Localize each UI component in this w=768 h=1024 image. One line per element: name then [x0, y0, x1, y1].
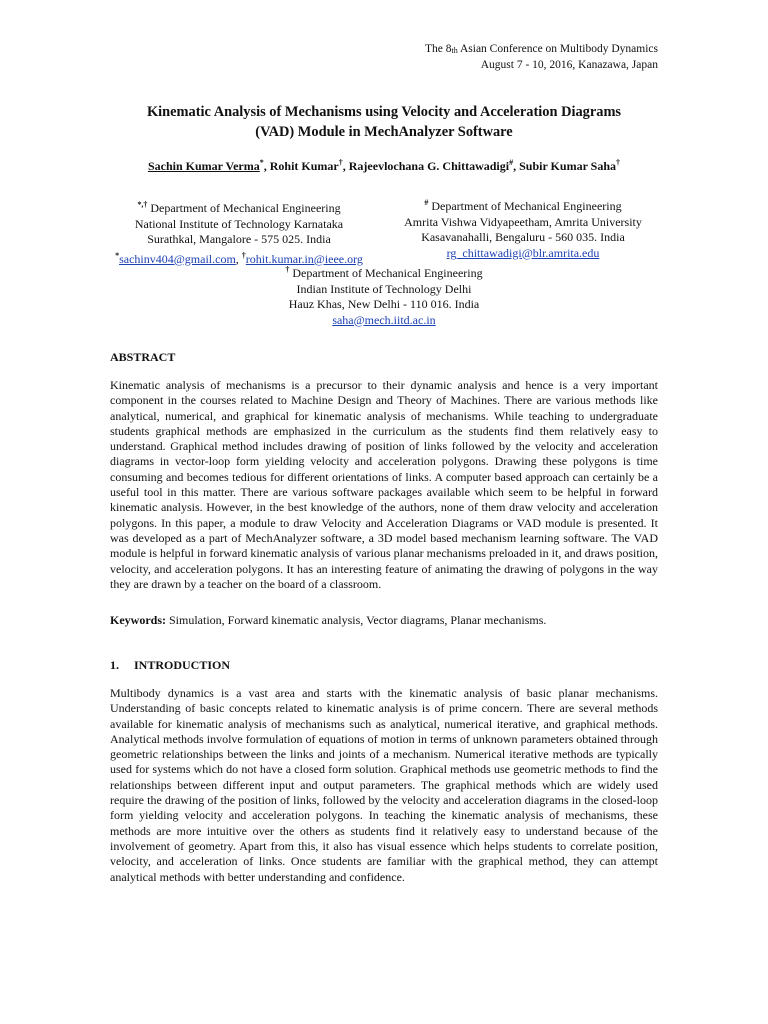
keywords: Keywords: Simulation, Forward kinematic analysis, Vector diagrams, Planar mechanisms. [110, 613, 547, 627]
author-name: Rajeevlochana G. Chittawadigi [348, 159, 510, 173]
paper-title: Kinematic Analysis of Mechanisms using Velocity and Acceleration Diagrams (VAD) Module in MechAnalyzer Software [146, 104, 622, 140]
affiliation-iitd: † Department of Mechanical Engineering Indian Institute of Technology Delhi Hauz Khas, New Delhi - 110 016. India saha@mech.iitd.ac.in [285, 265, 483, 327]
conference-header [425, 42, 658, 73]
author-name: Subir Kumar Saha [519, 159, 617, 173]
email-link[interactable]: rg_chittawadigi@blr.amrita.edu [446, 245, 600, 260]
conference-name: The $8_{th}$ Asian Conference on Multibody Dynamics [424, 43, 658, 55]
abstract-text: Kinematic analysis of mechanisms is a precursor to their dynamic analysis and hence is a very important component in the courses related to Machine Design and Theory of Machines. There are various methods like analytical, numerical, and graphical for kinematic analysis of mechanisms. While teaching to undergraduate students graphical methods are emphasized in the curriculum as the students find them relatively easy to understand. Graphical method includes drawing of position of links followed by the velocity and acceleration diagrams in vector-loop form yielding velocity and acceleration polygons. Drawing these polygons is time consuming and becomes tedious for different orientations of links. A computer based approach can certainly be a useful tool in this matter. There are various software packages available which seem to be helpful in forward kinematic analysis. However, in the best knowledge of the authors, none of them draw velocity and acceleration polygons. In this paper, a module to draw Velocity and Acceleration Diagrams or VAD module is presented. It was developed as a part of MechAnalyzer software, a 3D model based mechanism learning software. The VAD module is helpful in forward kinematic analysis of various planar mechanisms preloaded in it, and draws position, velocity, and acceleration polygons. It has an interesting feature of animating the drawing of polygons in the way they are drawn by a teacher on the board of a classroom. [110, 378, 658, 591]
email-link[interactable]: sachinv404@gmail.com [119, 251, 236, 266]
introduction-heading: 1. INTRODUCTION [110, 658, 231, 672]
author-list: Sachin Kumar Verma*, Rohit Kumar†, Rajeevlochana G. Chittawadigi#, Subir Kumar Saha† [147, 158, 621, 173]
affiliation-amrita: # Department of Mechanical Engineering Amrita Vishwa Vidyapeetham, Amrita University Kasavanahalli, Bengaluru - 560 035. India rg_chittawadigi@blr.amrita.edu [404, 198, 642, 260]
author-name: Sachin Kumar Verma [147, 159, 260, 173]
abstract-heading: ABSTRACT [110, 350, 176, 364]
author-name: Rohit Kumar [269, 159, 339, 173]
affiliation-nitk: *,† Department of Mechanical Engineering National Institute of Technology Karnataka Surathkal, Mangalore - 575 025. India *sachinv404@gmail.com, †rohit.kumar.in@ieee.org [115, 200, 363, 266]
introduction-text: Multibody dynamics is a vast area and starts with the kinematic analysis of basic planar mechanisms. Understanding of basic concepts related to kinematic analysis is of prime concern. There are several methods available for kinematic analysis of mechanisms such as analytical, numerical iterative, and graphical methods. Analytical methods involve formulation of equations of motion in terms of unknown parameters obtained through geometric relationships between the links and joints of a mechanism. Numerical iterative methods are typically used for systems which do not have a closed form solution. Graphical methods use geometric methods to find the relationships between different input and output parameters. The graphical methods which are widely used require the drawing of the position of links, followed by the velocity and acceleration diagrams in the closed-loop form yielding velocity and acceleration polygons. In teaching the kinematic analysis of mechanisms, these methods are more intuitive over the others as students find it relatively easy to understand because of the involvement of geometry. Apart from this, it also has visual essence which helps students to correlate position, velocity, and acceleration of links. Once students are familiar with the graphical method, they can attempt analytical methods with better understanding and confidence. [110, 686, 658, 884]
email-link[interactable]: saha@mech.iitd.ac.in [332, 312, 436, 327]
conference-dates: August 7 - 10, 2016, Kanazawa, Japan [480, 59, 658, 71]
email-link[interactable]: rohit.kumar.in@ieee.org [245, 251, 363, 266]
